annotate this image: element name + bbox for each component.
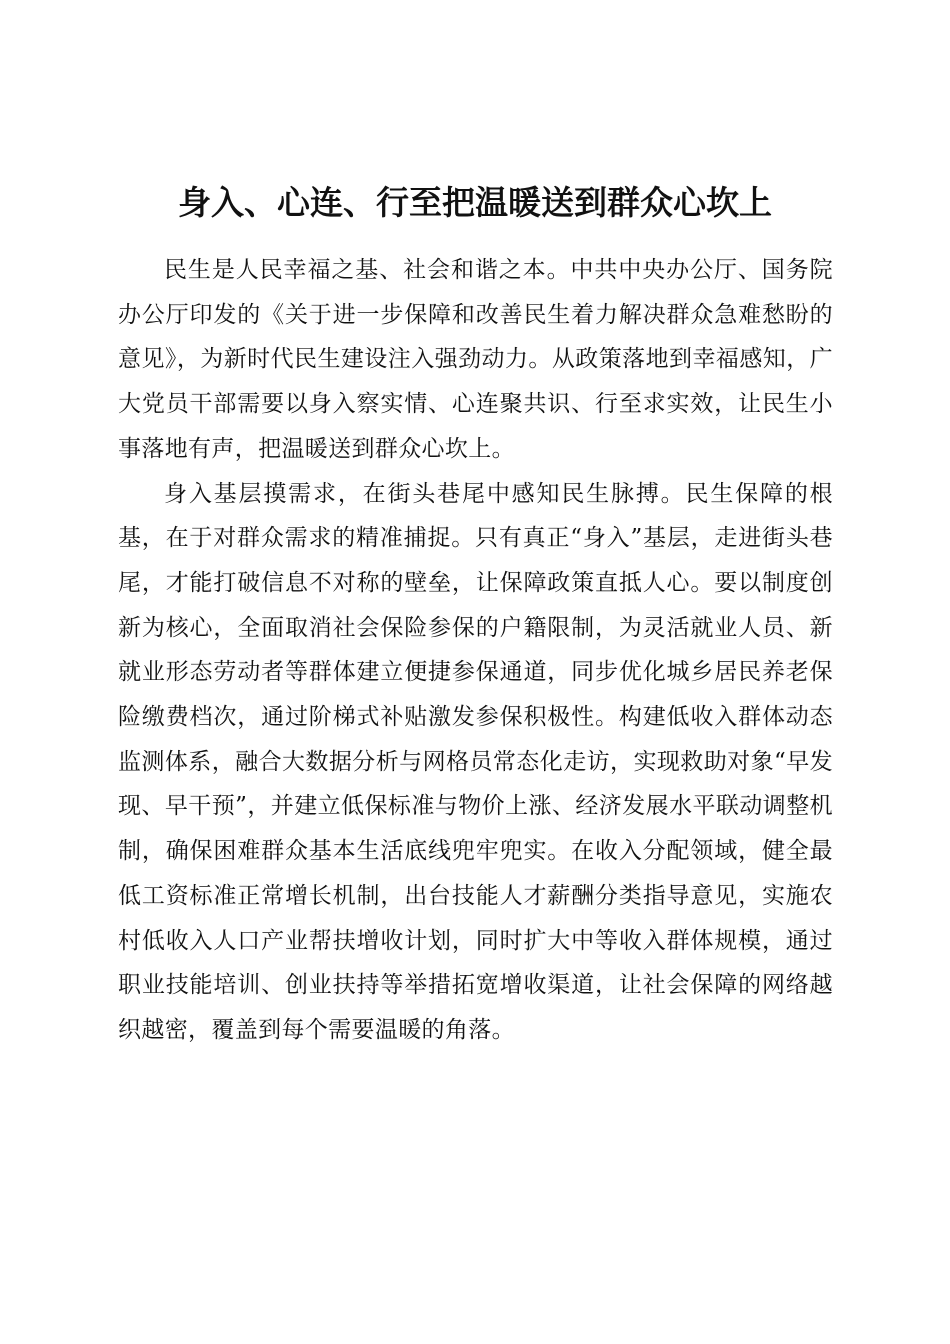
- paragraph-grassroots-needs: 身入基层摸需求，在街头巷尾中感知民生脉搏。民生保障的根基，在于对群众需求的精准捕捉。只有真正“身入”基层，走进街头巷尾，才能打破信息不对称的壁垒，让保障政策直抵人心。要以制度创新为核心，全面取消社会保险参保的户籍限制，为灵活就业人员、新就业形态劳动者等群体建立便捷参保通道，同步优化城乡居民养老保险缴费档次，通过阶梯式补贴激发参保积极性。构建低收入群体动态监测体系，融合大数据分析与网格员常态化走访，实现救助对象“早发现、早干预”，并建立低保标准与物价上涨、经济发展水平联动调整机制，确保困难群众基本生活底线兜牢兜实。在收入分配领域，健全最低工资标准正常增长机制，出台技能人才薪酬分类指导意见，实施农村低收入人口产业帮扶增收计划，同时扩大中等收入群体规模，通过职业技能培训、创业扶持等举措拓宽增收渠道，让社会保障的网络越织越密，覆盖到每个需要温暖的角落。: [118, 480, 833, 1043]
- document-title: 身入、心连、行至把温暖送到群众心坎上: [178, 183, 772, 222]
- document-body: [118, 248, 833, 1053]
- paragraph-intro: 民生是人民幸福之基、社会和谐之本。中共中央办公厅、国务院办公厅印发的《关于进一步保障和改善民生着力解决群众急难愁盼的意见》，为新时代民生建设注入强劲动力。从政策落地到幸福感知，广大党员干部需要以身入察实情、心连聚共识、行至求实效，让民生小事落地有声，把温暖送到群众心坎上。: [118, 257, 833, 462]
